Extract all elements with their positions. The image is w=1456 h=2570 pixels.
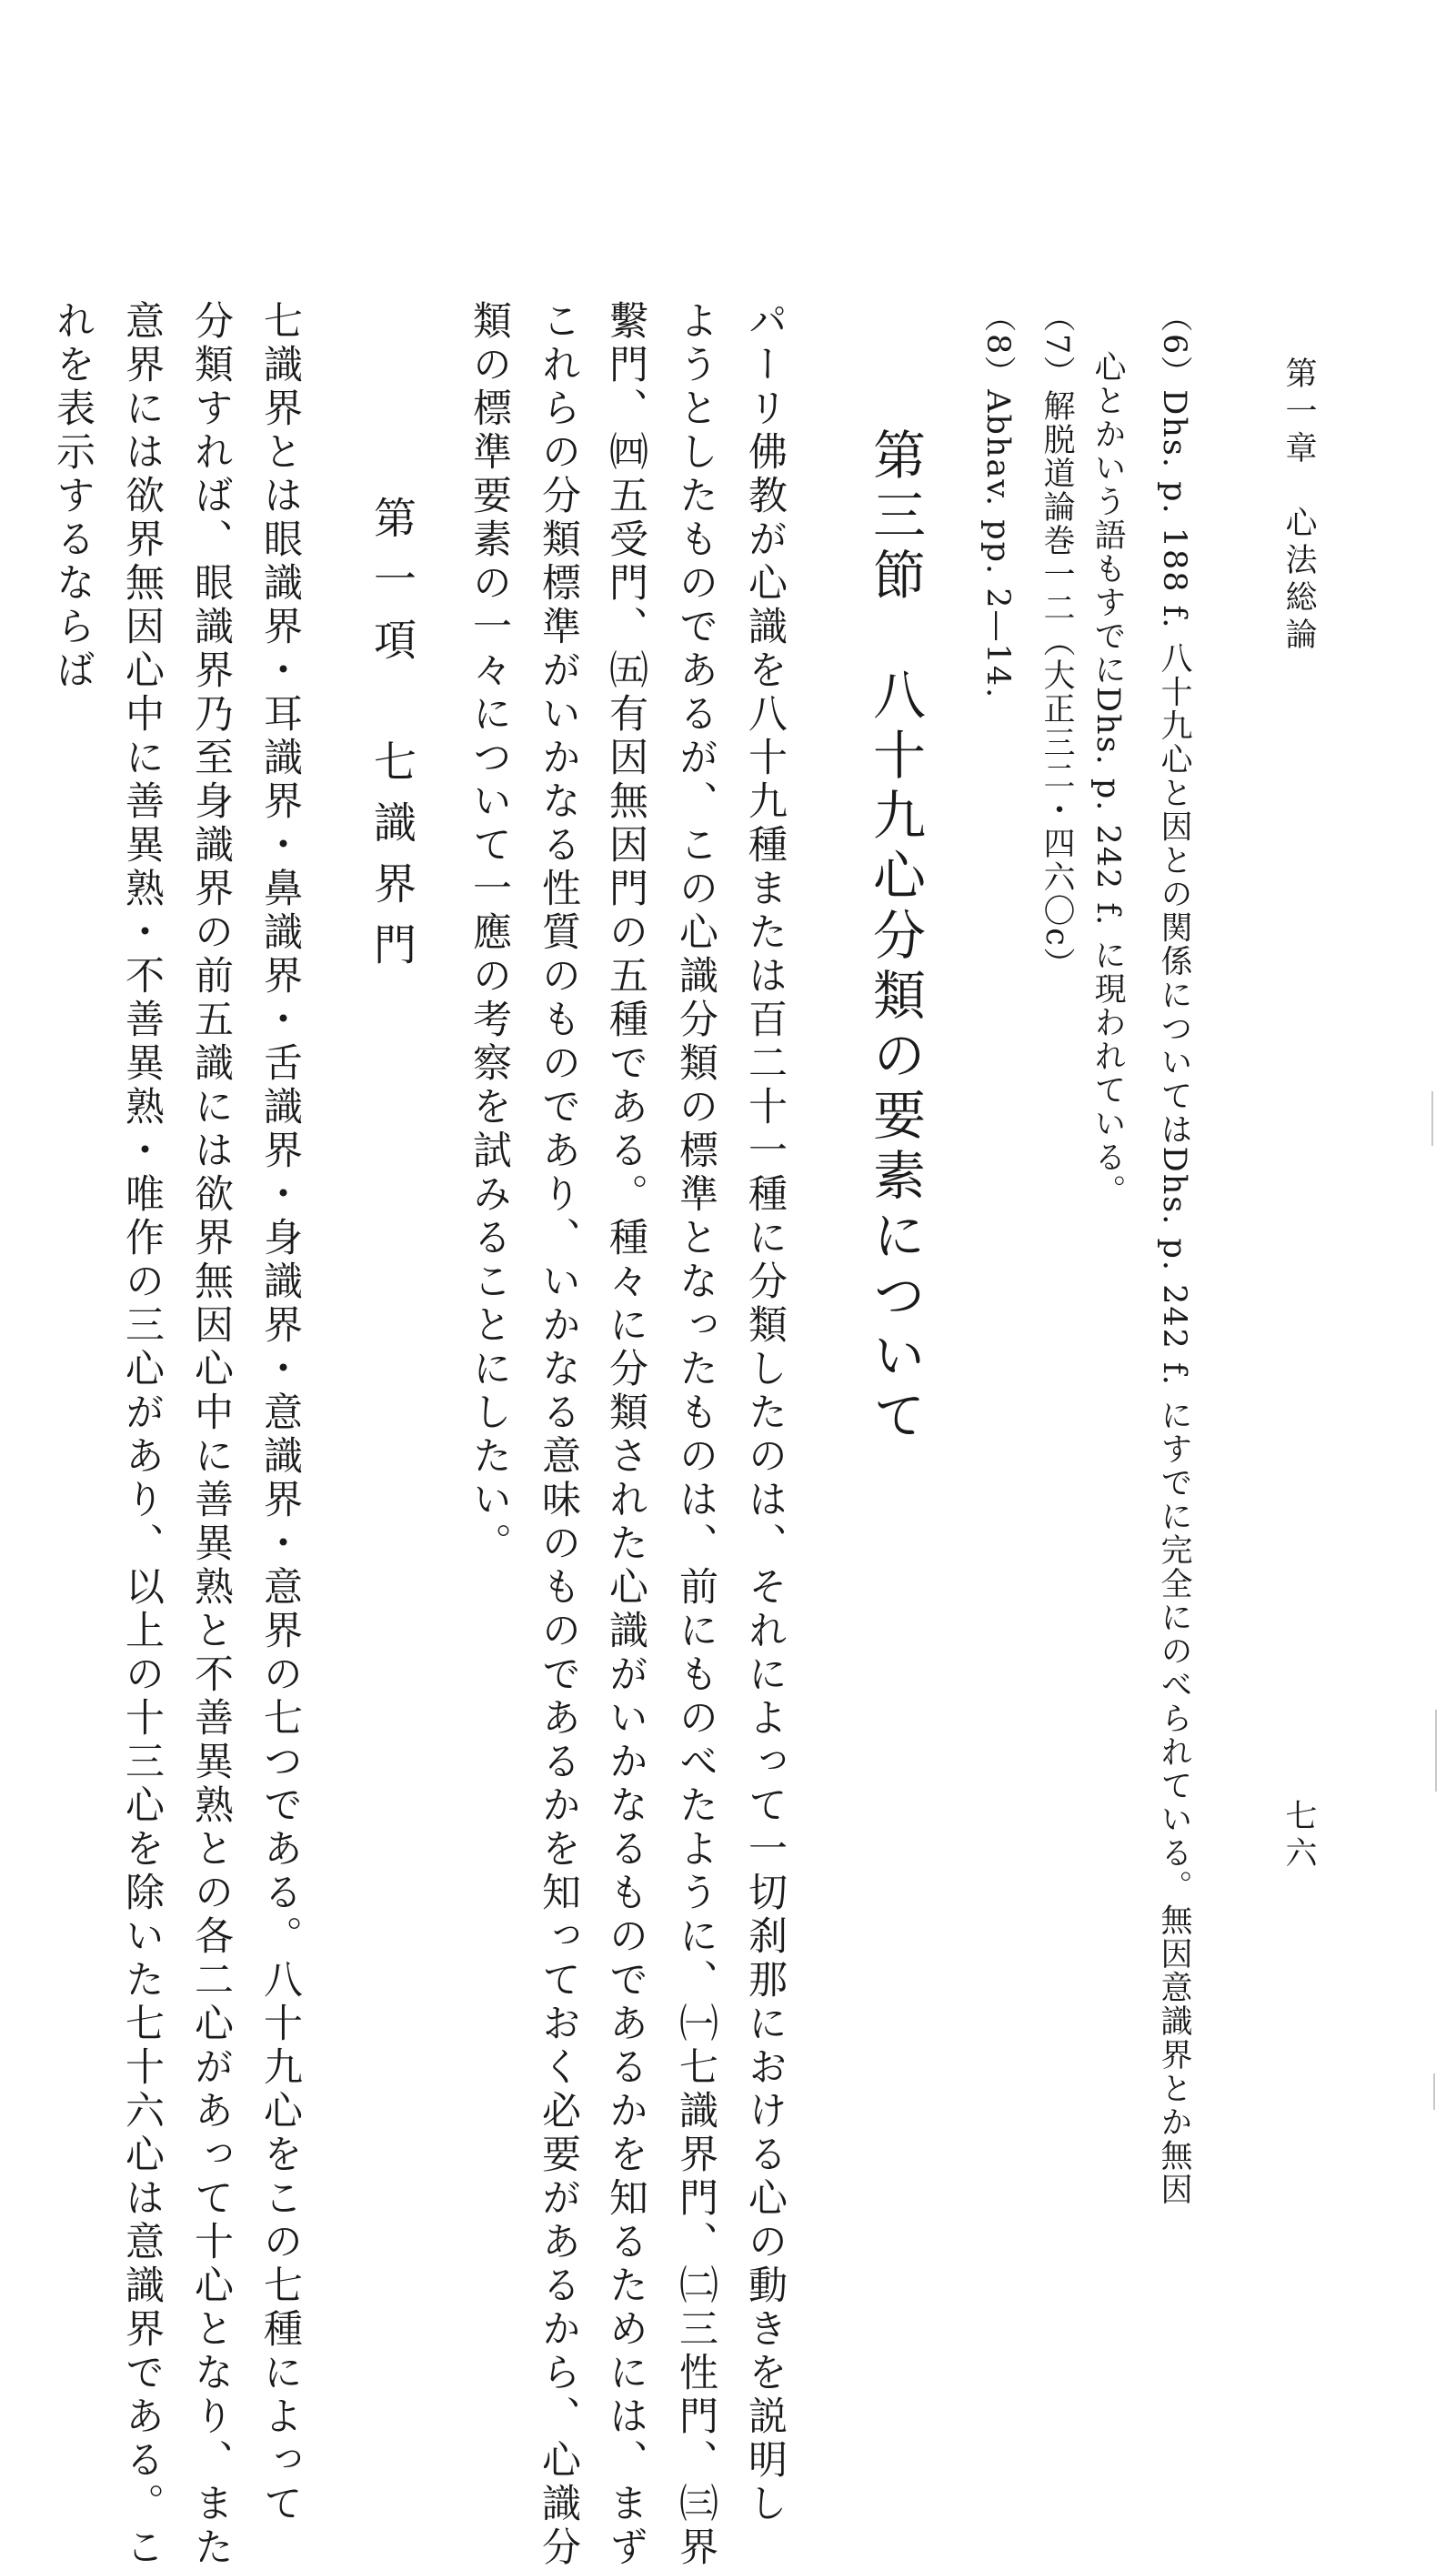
item-paragraph-line: 意界には欲界無因心中に善異熟・不善異熟・唯作の三心があり、以上の十三心を除いた七十六心は意識界である。こ xyxy=(119,300,165,2570)
item-title: 第一項 七識界門 xyxy=(367,496,417,983)
section-paragraph-line: ようとしたものであるが、この心識分類の標準となったものは、前にものべたように、㈠七識界門、㈡三性門、㈢界 xyxy=(673,300,718,2570)
item-paragraph-line: れを表示するならば xyxy=(50,300,95,693)
section-paragraph-line: 類の標準要素の一々について一應の考察を試みることにしたい。 xyxy=(467,300,512,1566)
footnote-7: （7）解脱道論巻一二（大正三二・四六〇c） xyxy=(1039,300,1075,981)
footnote-6-continuation: 心とかいう語もすでにDhs. p. 242 f. に現われている。 xyxy=(1089,350,1126,1209)
scan-artifact xyxy=(1433,2073,1435,2110)
page-number: 七六 xyxy=(1280,1799,1317,1873)
scan-artifact xyxy=(1431,1091,1433,1146)
item-paragraph-line: 分類すれば、眼識界乃至身識界の前五識には欲界無因心中に善異熟と不善異熟との各二心があって十心となり、また xyxy=(188,300,234,2570)
section-paragraph-line: パーリ佛教が心識を八十九種または百二十一種に分類したのは、それによって一切刹那における心の動きを説明し xyxy=(742,300,788,2526)
scan-artifact xyxy=(1435,1710,1437,1792)
section-paragraph-line: 繫門、㈣五受門、㈤有因無因門の五種である。種々に分類された心識がいかなるものであるかを知るためには、まず xyxy=(603,300,648,2570)
item-paragraph-line: 七識界とは眼識界・耳識界・鼻識界・舌識界・身識界・意識界・意界の七つである。八十九心をこの七種によって xyxy=(257,300,303,2526)
section-title: 第三節 八十九心分類の要素について xyxy=(864,427,926,1448)
section-paragraph-line: これらの分類標準がいかなる性質のものであり、いかなる意味のものであるかを知っておく必要があるから、心識分 xyxy=(536,300,581,2570)
footnote-8: （8）Abhav. pp. 2—14. xyxy=(979,300,1016,700)
footnote-6: （6）Dhs. p. 188 f. 八十九心と因との関係についてはDhs. p. 242 f. にすでに完全にのべられている。無因意識界とか無因 xyxy=(1156,300,1192,2206)
chapter-header: 第一章 心法総論 xyxy=(1280,356,1317,655)
